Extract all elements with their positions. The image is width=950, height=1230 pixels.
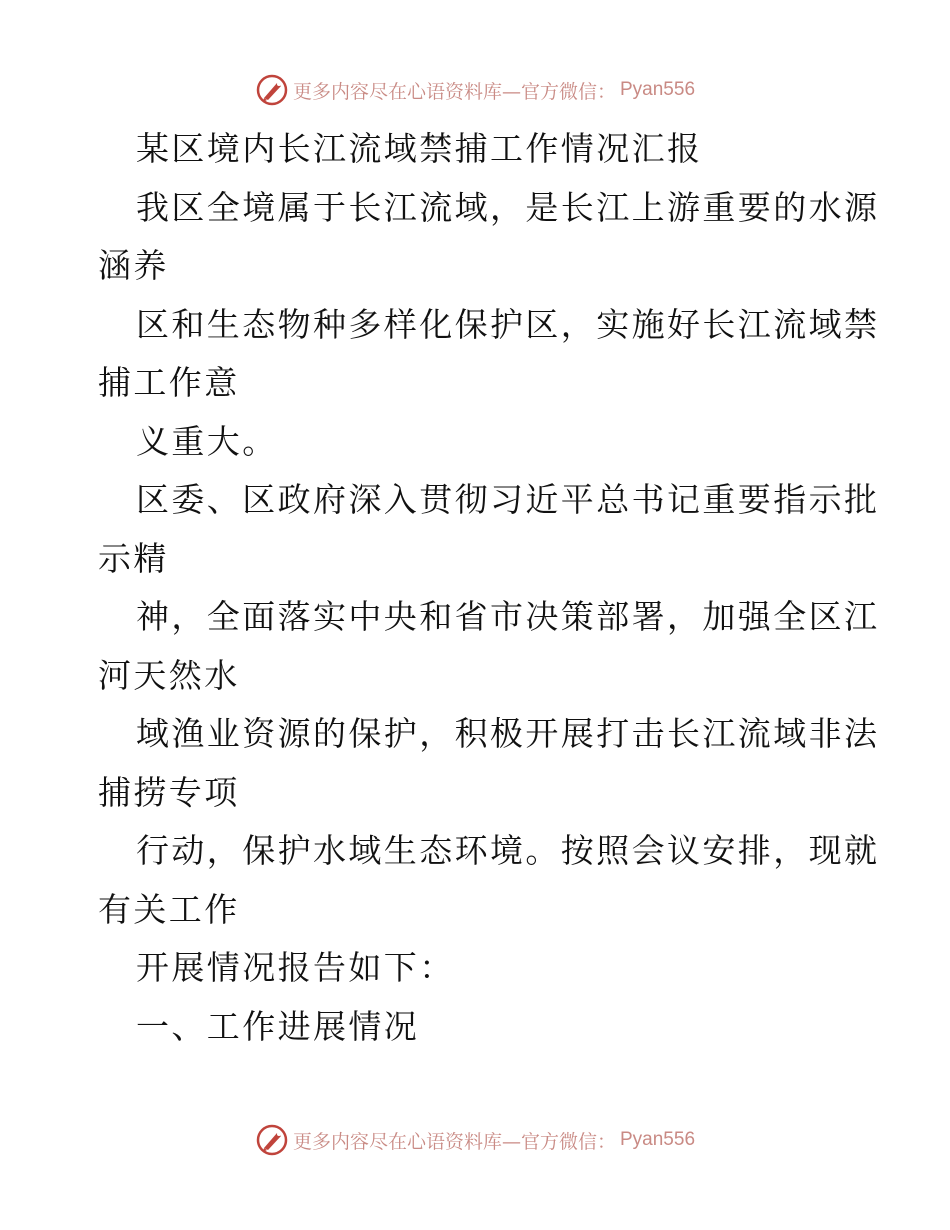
watermark-text: 更多内容尽在心语资料库—官方微信： (292, 80, 616, 103)
pen-logo-icon (255, 73, 289, 107)
paragraph-line: 域渔业资源的保护，积极开展打击长江流域非法 (136, 714, 880, 753)
paragraph-line: 开展情况报告如下： (136, 948, 455, 987)
watermark-wechat-id: Pyan556 (620, 1129, 696, 1150)
paragraph-line: 义重大。 (136, 421, 278, 461)
paragraph-line: 河天然水 (98, 655, 240, 695)
paragraph-line: 涵养 (98, 246, 169, 285)
watermark-wechat-id: Pyan556 (620, 79, 696, 100)
paragraph-line: 有关工作 (98, 889, 240, 929)
footer-watermark (0, 1120, 950, 1160)
header-watermark (0, 70, 950, 110)
pen-logo-icon (255, 1123, 289, 1157)
watermark-text: 更多内容尽在心语资料库—官方微信： (292, 1130, 616, 1153)
paragraph-line: 区委、区政府深入贯彻习近平总书记重要指示批 (136, 480, 880, 519)
section-heading: 一、工作进展情况 (136, 1006, 420, 1046)
paragraph-line: 行动，保护水域生态环境。按照会议安排，现就 (136, 831, 880, 870)
paragraph-line: 捕捞专项 (98, 772, 240, 812)
paragraph-line: 我区全境属于长江流域，是长江上游重要的水源 (136, 187, 880, 227)
document-body (98, 120, 880, 1056)
paragraph-line: 神，全面落实中央和省市决策部署，加强全区江 (136, 597, 880, 636)
document-title: 某区境内长江流域禁捕工作情况汇报 (136, 129, 703, 168)
paragraph-line: 示精 (98, 538, 169, 578)
paragraph-line: 区和生态物种多样化保护区，实施好长江流域禁 (136, 304, 880, 344)
paragraph-line: 捕工作意 (98, 363, 240, 402)
